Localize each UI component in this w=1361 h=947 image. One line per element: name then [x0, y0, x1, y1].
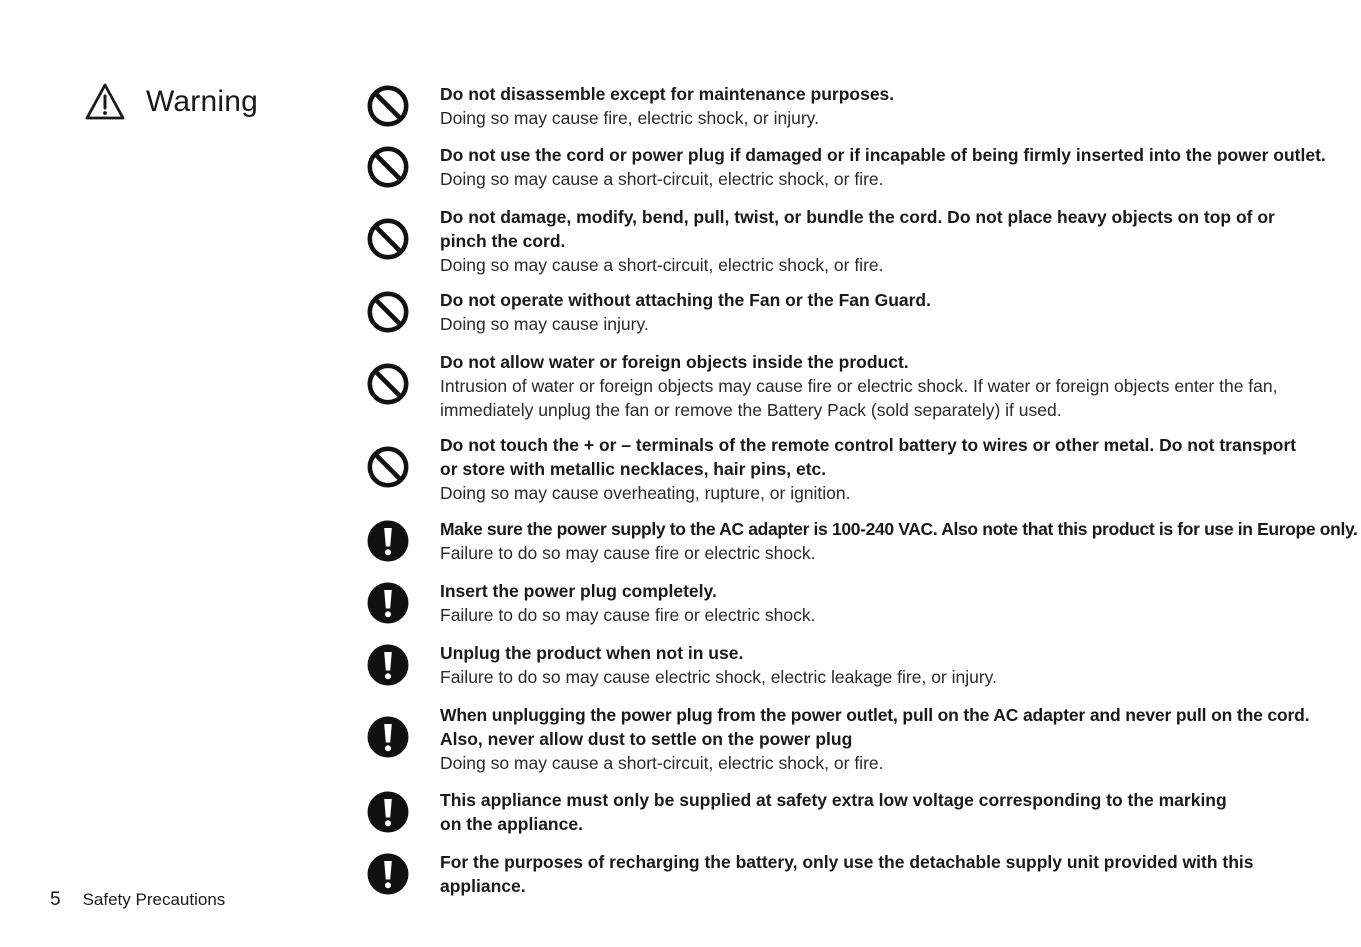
- title-line: Make sure the power supply to the AC adapter is 100-240 VAC. Also note that this product is for use in Europe only.: [440, 519, 1358, 539]
- warning-item-text: [440, 288, 1340, 336]
- warning-item-text: [440, 850, 1340, 898]
- mandatory-exclamation-icon: [366, 715, 410, 759]
- warning-item-title: [440, 850, 1340, 898]
- mandatory-exclamation-icon: [366, 852, 410, 896]
- section-title: Safety Precautions: [82, 890, 226, 909]
- description-line: Doing so may cause a short-circuit, electric shock, or fire.: [440, 255, 884, 275]
- warning-item-text: [440, 517, 1358, 565]
- prohibition-icon: [366, 445, 410, 489]
- mandatory-exclamation-icon: [366, 581, 410, 625]
- title-line: Do not operate without attaching the Fan or the Fan Guard.: [440, 290, 931, 310]
- warning-item-title: [440, 788, 1340, 836]
- warning-item-description: [440, 541, 1340, 565]
- description-line: Doing so may cause overheating, rupture, or ignition.: [440, 483, 851, 503]
- title-line: Do not disassemble except for maintenance purposes.: [440, 84, 895, 104]
- title-line: Do not touch the + or – terminals of the remote control battery to wires or other metal. Do not transport: [440, 435, 1297, 455]
- warning-item-title: [440, 82, 1340, 106]
- warning-item-description: [440, 312, 1340, 336]
- warning-item-text: [440, 205, 1340, 277]
- title-line: Insert the power plug completely.: [440, 581, 717, 601]
- prohibition-icon: [366, 362, 410, 406]
- description-line: Failure to do so may cause fire or electric shock.: [440, 605, 816, 625]
- description-line: Doing so may cause a short-circuit, electric shock, or fire.: [440, 169, 884, 189]
- description-line: Doing so may cause a short-circuit, electric shock, or fire.: [440, 753, 884, 773]
- warning-item-title: [440, 288, 1340, 312]
- title-line: For the purposes of recharging the battery, only use the detachable supply unit provided with this: [440, 852, 1254, 872]
- warning-item-text: [440, 579, 1340, 627]
- description-line: immediately unplug the fan or remove the Battery Pack (sold separately) if used.: [440, 400, 1062, 420]
- warning-triangle-icon: [84, 82, 126, 122]
- warning-item-text: [440, 82, 1340, 130]
- description-line: Doing so may cause injury.: [440, 314, 649, 334]
- page-number: 5: [50, 889, 61, 910]
- warning-item-title: [440, 641, 1340, 665]
- title-line: Also, never allow dust to settle on the power plug: [440, 729, 853, 749]
- warning-item-text: [440, 788, 1340, 836]
- prohibition-icon: [366, 145, 410, 189]
- warning-item-title: [440, 350, 1340, 374]
- title-line: Do not damage, modify, bend, pull, twist, or bundle the cord. Do not place heavy objects on top of or: [440, 207, 1275, 227]
- title-line: Unplug the product when not in use.: [440, 643, 744, 663]
- description-line: Doing so may cause fire, electric shock, or injury.: [440, 108, 819, 128]
- warning-item-text: [440, 641, 1340, 689]
- title-line: appliance.: [440, 876, 526, 896]
- title-line: pinch the cord.: [440, 231, 566, 251]
- description-line: Failure to do so may cause electric shock, electric leakage fire, or injury.: [440, 667, 997, 687]
- warning-item-description: [440, 481, 1340, 505]
- warning-item-description: [440, 603, 1340, 627]
- warning-item-title: [440, 433, 1340, 481]
- mandatory-exclamation-icon: [366, 790, 410, 834]
- mandatory-exclamation-icon: [366, 519, 410, 563]
- warning-item-title: [440, 703, 1340, 751]
- warning-item-description: [440, 665, 1340, 689]
- warning-item-text: [440, 350, 1340, 422]
- mandatory-exclamation-icon: [366, 643, 410, 687]
- prohibition-icon: [366, 84, 410, 128]
- warning-title: Warning: [146, 85, 258, 118]
- page-footer: [50, 889, 225, 911]
- warning-item-description: [440, 106, 1340, 130]
- title-line: When unplugging the power plug from the power outlet, pull on the AC adapter and never pull on the cord.: [440, 705, 1310, 725]
- warning-item-description: [440, 751, 1340, 775]
- warning-item-title: [440, 205, 1340, 253]
- prohibition-icon: [366, 217, 410, 261]
- prohibition-icon: [366, 290, 410, 334]
- warning-item-title: [440, 579, 1340, 603]
- warning-item-title: [440, 517, 1358, 541]
- warning-item-description: [440, 167, 1340, 191]
- warning-item-description: [440, 374, 1340, 422]
- warning-item-description: [440, 253, 1340, 277]
- title-line: This appliance must only be supplied at safety extra low voltage corresponding to the marking: [440, 790, 1227, 810]
- title-line: or store with metallic necklaces, hair pins, etc.: [440, 459, 827, 479]
- description-line: Intrusion of water or foreign objects may cause fire or electric shock. If water or foreign objects enter the fan,: [440, 376, 1278, 396]
- title-line: on the appliance.: [440, 814, 583, 834]
- warning-item-title: [440, 143, 1340, 167]
- warning-item-text: [440, 703, 1340, 775]
- warning-item-text: [440, 433, 1340, 505]
- warning-item-text: [440, 143, 1340, 191]
- description-line: Failure to do so may cause fire or electric shock.: [440, 543, 816, 563]
- title-line: Do not use the cord or power plug if damaged or if incapable of being firmly inserted into the power outlet.: [440, 145, 1326, 165]
- title-line: Do not allow water or foreign objects inside the product.: [440, 352, 909, 372]
- warning-header: [84, 82, 258, 122]
